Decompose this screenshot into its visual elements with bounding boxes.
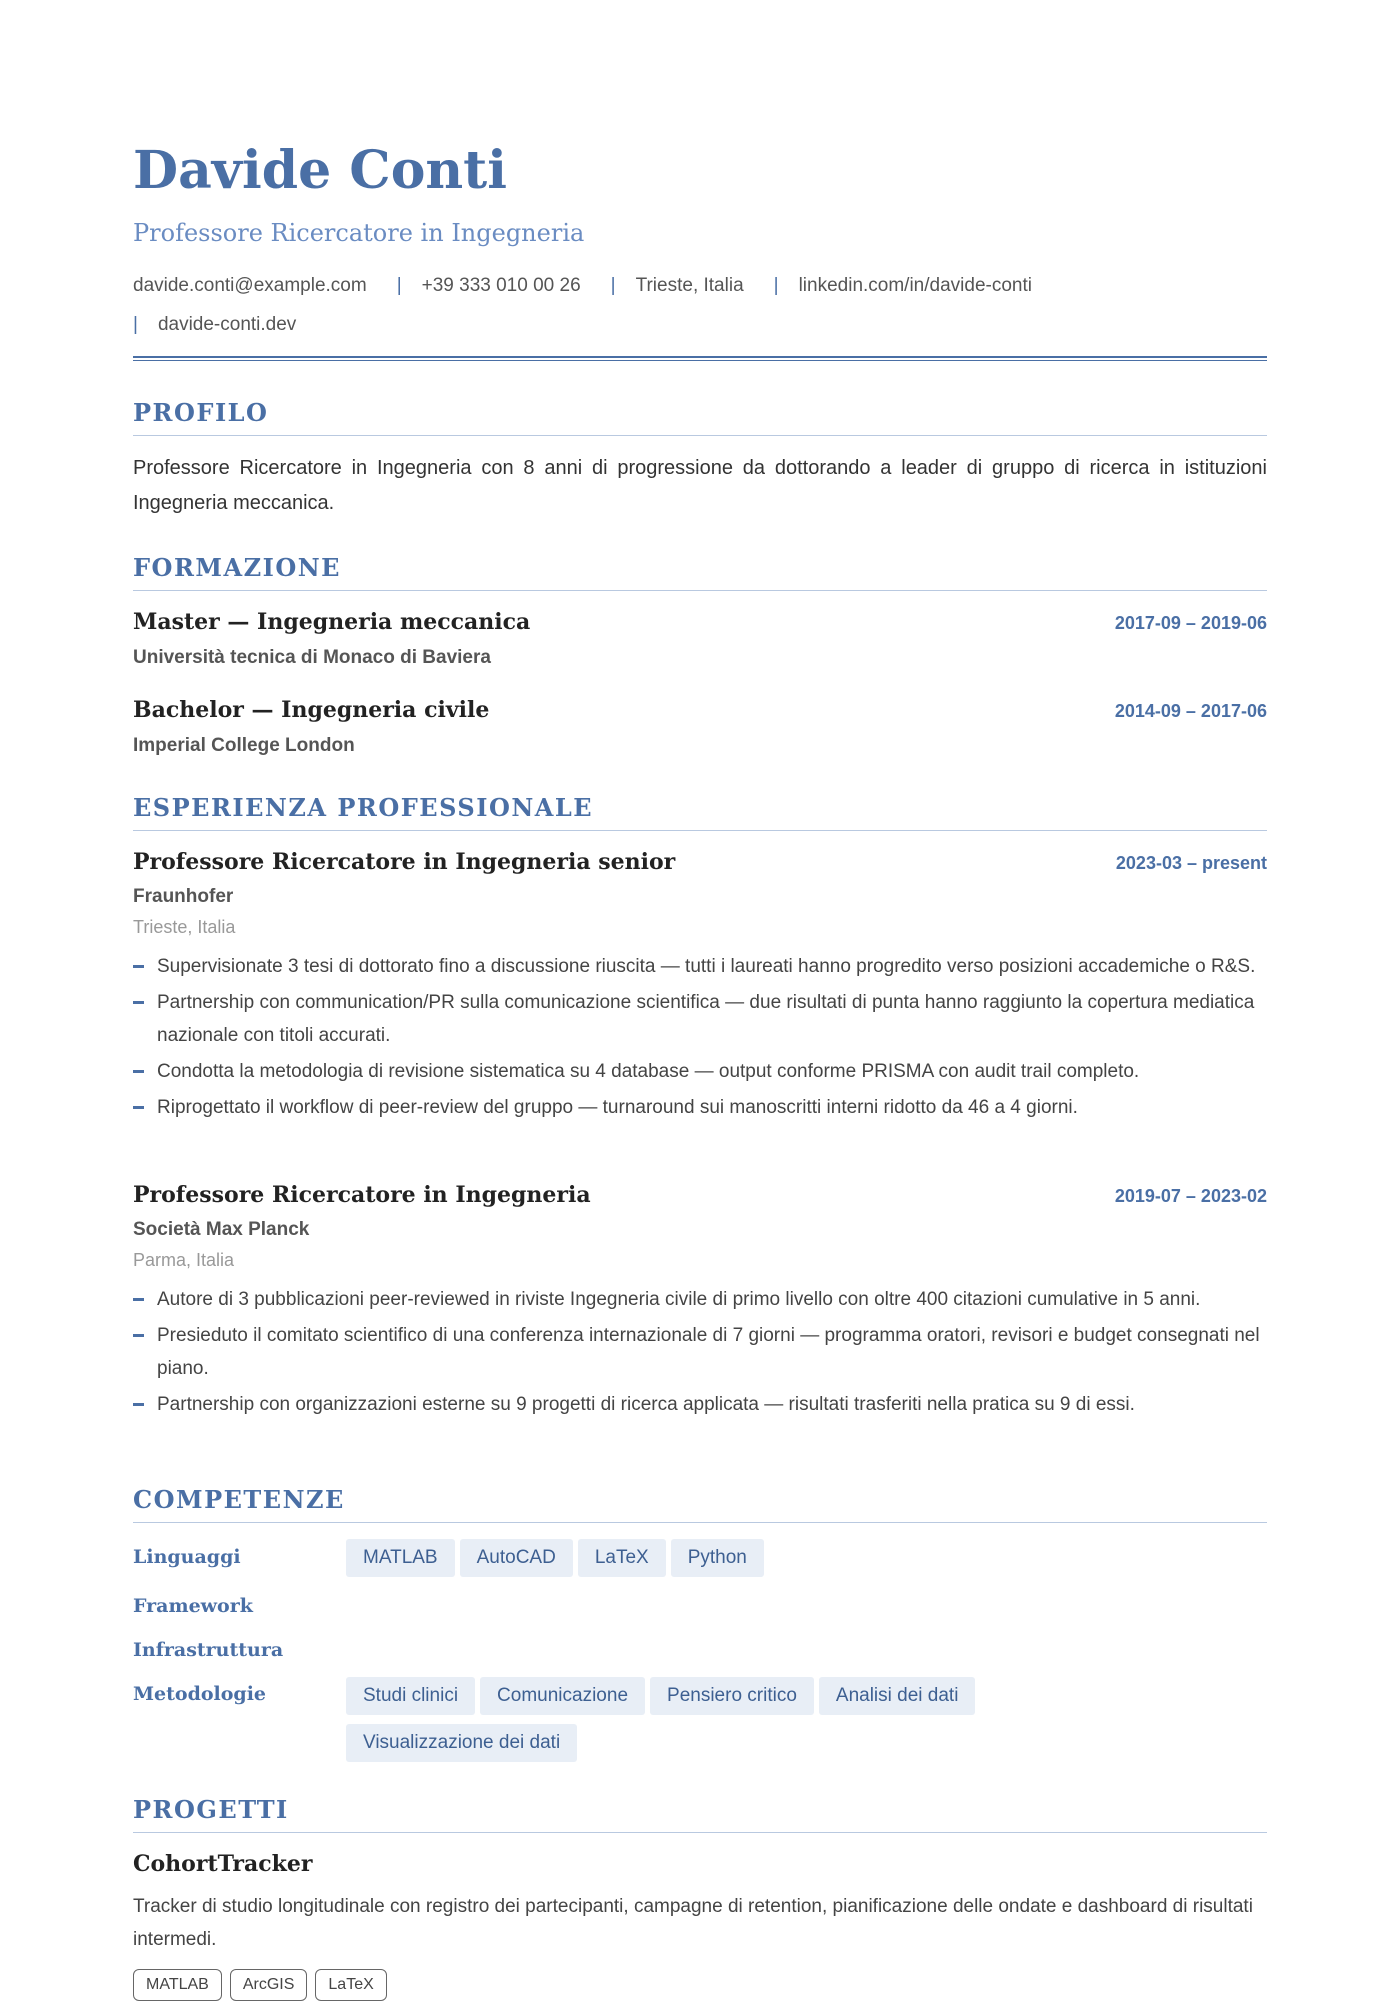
education-dates: 2017-09 – 2019-06	[1114, 613, 1267, 633]
contact-separator: |	[610, 275, 616, 296]
candidate-name: Davide Conti	[133, 140, 507, 201]
candidate-subtitle: Professore Ricercatore in Ingegneria	[133, 219, 585, 247]
contact-location: Trieste, Italia	[635, 275, 744, 296]
experience-location: Trieste, Italia	[133, 917, 236, 937]
experience-bullet: Condotta la metodologia di revisione sistematica su 4 database — output conforme PRISMA con audit trail completo.	[133, 1055, 1267, 1088]
experience-bullet: Supervisionate 3 tesi di dottorato fino a discussione riuscita — tutti i laureati hanno progredito verso posizioni accademiche o R&S.	[133, 950, 1267, 983]
experience-org: Società Max Planck	[133, 1219, 310, 1240]
experience-role: Professore Ricercatore in Ingegneria senior	[133, 849, 676, 875]
profile-text: Professore Ricercatore in Ingegneria con 8 anni di progressione da dottorando a leader di gruppo di ricerca in istituzioni Ingegneria meccanica.	[133, 457, 1267, 514]
experience-bullet: Autore di 3 pubblicazioni peer-reviewed in riviste Ingegneria civile di primo livello con oltre 400 citazioni cumulative in 5 anni.	[133, 1283, 1267, 1316]
experience-bullet: Presieduto il comitato scientifico di una conferenza internazionale di 7 giorni — programma oratori, revisori e budget consegnati nel piano.	[133, 1319, 1267, 1385]
contact-website[interactable]: davide-conti.dev	[157, 314, 297, 335]
dash-icon	[133, 1334, 144, 1337]
dash-icon	[133, 1001, 144, 1004]
skill-group-label: Metodologie	[133, 1683, 267, 1705]
experience-bullets	[133, 1283, 1267, 1424]
education-degree: Master — Ingegneria meccanica	[133, 609, 531, 635]
contact-line	[133, 266, 1267, 344]
skill-chip: Python	[671, 1539, 764, 1577]
skill-chip: Pensiero critico	[650, 1677, 814, 1715]
header-divider	[133, 356, 1267, 361]
contact-phone[interactable]: +39 333 010 00 26	[421, 275, 581, 296]
project-tag: ArcGIS	[230, 1969, 308, 2001]
project-description: Tracker di studio longitudinale con registro dei partecipanti, campagne di retention, pianificazione delle ondate e dashboard di risultati intermedi.	[133, 1896, 1253, 1950]
project-tag: MATLAB	[133, 1969, 222, 2001]
contact-linkedin[interactable]: linkedin.com/in/davide-conti	[798, 275, 1032, 296]
section-title-projects: PROGETTI	[133, 1795, 1267, 1833]
skill-chip: Comunicazione	[480, 1677, 645, 1715]
skill-group-label: Linguaggi	[133, 1546, 241, 1568]
dash-icon	[133, 1298, 144, 1301]
skill-chip: LaTeX	[578, 1539, 666, 1577]
experience-bullet: Partnership con communication/PR sulla comunicazione scientifica — due risultati di punta hanno raggiunto la copertura mediatica nazionale con titoli accurati.	[133, 986, 1267, 1052]
project-name: CohortTracker	[133, 1851, 313, 1877]
skill-chips	[346, 1539, 1267, 1586]
experience-location: Parma, Italia	[133, 1250, 235, 1270]
education-dates: 2014-09 – 2017-06	[1114, 701, 1267, 721]
skill-chip: Analisi dei dati	[819, 1677, 976, 1715]
experience-dates: 2019-07 – 2023-02	[1114, 1186, 1267, 1206]
education-school: Imperial College London	[133, 735, 355, 756]
contact-separator: |	[396, 275, 402, 296]
experience-bullet: Partnership con organizzazioni esterne su 9 progetti di ricerca applicata — risultati trasferiti nella pratica su 9 di essi.	[133, 1388, 1267, 1421]
skill-chip: MATLAB	[346, 1539, 455, 1577]
skill-chip: Studi clinici	[346, 1677, 475, 1715]
dash-icon	[133, 1106, 144, 1109]
project-tag: LaTeX	[315, 1969, 386, 2001]
dash-icon	[133, 1070, 144, 1073]
skill-group-label: Framework	[133, 1595, 253, 1617]
skill-group-label: Infrastruttura	[133, 1639, 284, 1661]
skill-chip: AutoCAD	[460, 1539, 573, 1577]
experience-dates: 2023-03 – present	[1115, 853, 1267, 873]
experience-org: Fraunhofer	[133, 886, 234, 907]
contact-separator: |	[773, 275, 779, 296]
skill-chips	[346, 1677, 1267, 1771]
contact-email[interactable]: davide.conti@example.com	[133, 275, 367, 296]
dash-icon	[133, 965, 144, 968]
contact-separator: |	[133, 314, 138, 335]
section-title-experience: ESPERIENZA PROFESSIONALE	[133, 793, 1267, 831]
experience-role: Professore Ricercatore in Ingegneria	[133, 1182, 591, 1208]
section-title-skills: COMPETENZE	[133, 1485, 1267, 1523]
education-school: Università tecnica di Monaco di Baviera	[133, 647, 491, 668]
experience-bullets	[133, 950, 1267, 1127]
resume-page	[133, 0, 1267, 1993]
experience-bullet: Riprogettato il workflow di peer-review del gruppo — turnaround sui manoscritti interni ridotto da 46 a 4 giorni.	[133, 1091, 1267, 1124]
skill-chip: Visualizzazione dei dati	[346, 1724, 577, 1762]
education-degree: Bachelor — Ingegneria civile	[133, 697, 490, 723]
section-title-education: FORMAZIONE	[133, 553, 1267, 591]
section-title-profile: PROFILO	[133, 398, 1267, 436]
dash-icon	[133, 1403, 144, 1406]
project-tags	[133, 1969, 395, 2001]
